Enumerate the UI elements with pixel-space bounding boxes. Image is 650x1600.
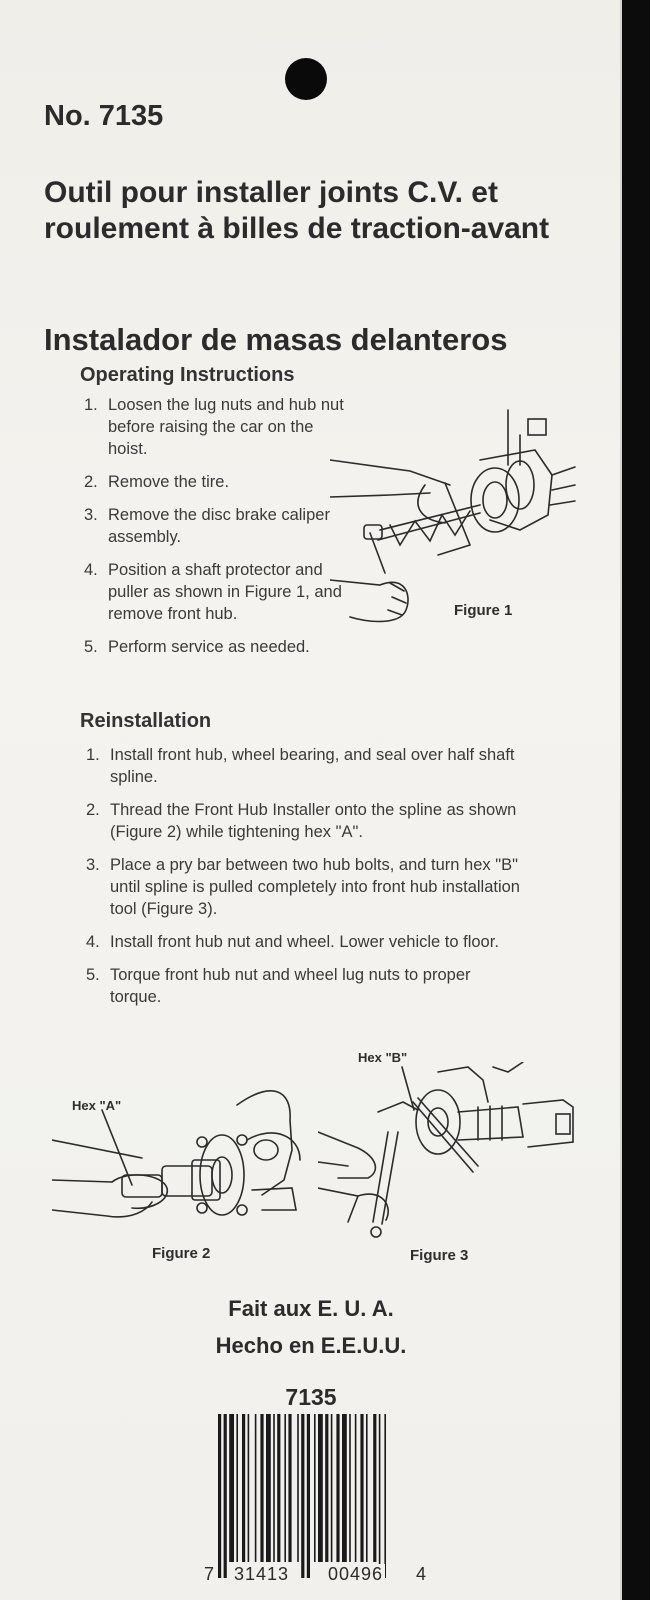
barcode-bar xyxy=(224,1414,227,1578)
barcode-bar xyxy=(218,1414,221,1578)
reinstallation-steps-list xyxy=(86,744,526,1019)
upc-last-digit: 4 xyxy=(416,1564,427,1584)
upc-first-digit: 7 xyxy=(204,1564,215,1584)
figure-3-caption: Figure 3 xyxy=(410,1247,469,1264)
barcode-bar xyxy=(255,1414,257,1562)
barcode-bar xyxy=(379,1414,381,1578)
barcode-bar xyxy=(229,1414,234,1562)
hang-hole xyxy=(285,58,327,100)
barcode-bar xyxy=(260,1414,263,1562)
barcode-bar xyxy=(277,1414,280,1562)
hex-b-label: Hex "B" xyxy=(358,1050,408,1065)
list-item: 1. Loosen the lug nuts and hub nut before raising the car on the hoist. xyxy=(84,396,344,458)
model-number: No. 7135 xyxy=(44,100,164,132)
made-in-spanish: Hecho en E.E.U.U. xyxy=(215,1333,407,1358)
barcode-bar xyxy=(373,1414,376,1562)
barcode-bar xyxy=(284,1414,286,1562)
barcode-bar xyxy=(355,1414,357,1562)
barcode-bar xyxy=(366,1414,368,1562)
upc-barcode xyxy=(200,1414,430,1584)
made-in-french: Fait aux E. U. A. xyxy=(228,1296,394,1321)
list-item: 5. Torque front hub nut and wheel lug nuts to proper torque. xyxy=(86,966,471,1006)
list-item: 4. Install front hub nut and wheel. Lower vehicle to floor. xyxy=(86,933,499,951)
sku-number: 7135 xyxy=(285,1384,337,1410)
barcode-bar xyxy=(307,1414,310,1578)
list-item: 4. Position a shaft protector and puller as shown in Figure 1, and remove front hub. xyxy=(84,561,342,623)
operating-instructions-heading: Operating Instructions xyxy=(80,364,295,386)
list-item: 2. Remove the tire. xyxy=(84,473,230,491)
barcode-bar xyxy=(325,1414,328,1562)
barcode-bar xyxy=(336,1414,339,1562)
barcode-bar xyxy=(236,1414,238,1562)
barcode-bar xyxy=(288,1414,291,1562)
barcode-bar xyxy=(318,1414,323,1562)
barcode-bar xyxy=(248,1414,250,1562)
upc-left-digits: 31413 xyxy=(234,1564,290,1584)
barcode-bar xyxy=(242,1414,245,1562)
barcode-bar xyxy=(266,1414,271,1562)
list-item: 5. Perform service as needed. xyxy=(84,638,310,656)
barcode-bar xyxy=(297,1414,299,1562)
barcode-bar xyxy=(273,1414,275,1562)
barcode-bar xyxy=(360,1414,363,1562)
list-item: 3. Remove the disc brake caliper assembly. xyxy=(84,506,330,546)
title-french: Outil pour installer joints C.V. et roulement à billes de traction-avant xyxy=(44,176,550,245)
operating-steps-list xyxy=(84,394,346,669)
figure-3-illustration xyxy=(318,1062,580,1242)
barcode-bar xyxy=(301,1414,304,1578)
list-item: 3. Place a pry bar between two hub bolts, and turn hex "B" until spline is pulled completely into front hub installation tool (Figure 3). xyxy=(86,856,520,918)
list-item: 1. Install front hub, wheel bearing, and seal over half shaft spline. xyxy=(86,746,515,786)
title-spanish: Instalador de masas delanteros xyxy=(44,322,508,357)
barcode-bar xyxy=(342,1414,347,1562)
barcode-bar xyxy=(331,1414,333,1562)
hex-a-label: Hex "A" xyxy=(72,1098,122,1113)
barcode-bar xyxy=(349,1414,351,1562)
figure-2-illustration xyxy=(52,1070,302,1230)
list-item: 2. Thread the Front Hub Installer onto the spline as shown (Figure 2) while tightening hex "A". xyxy=(86,801,517,841)
upc-right-digits: 00496 xyxy=(328,1564,384,1584)
figure-1-caption: Figure 1 xyxy=(454,602,513,619)
figure-2-caption: Figure 2 xyxy=(152,1245,211,1262)
barcode-bar xyxy=(314,1414,316,1562)
reinstallation-heading: Reinstallation xyxy=(80,710,212,732)
barcode-bar xyxy=(384,1414,386,1578)
